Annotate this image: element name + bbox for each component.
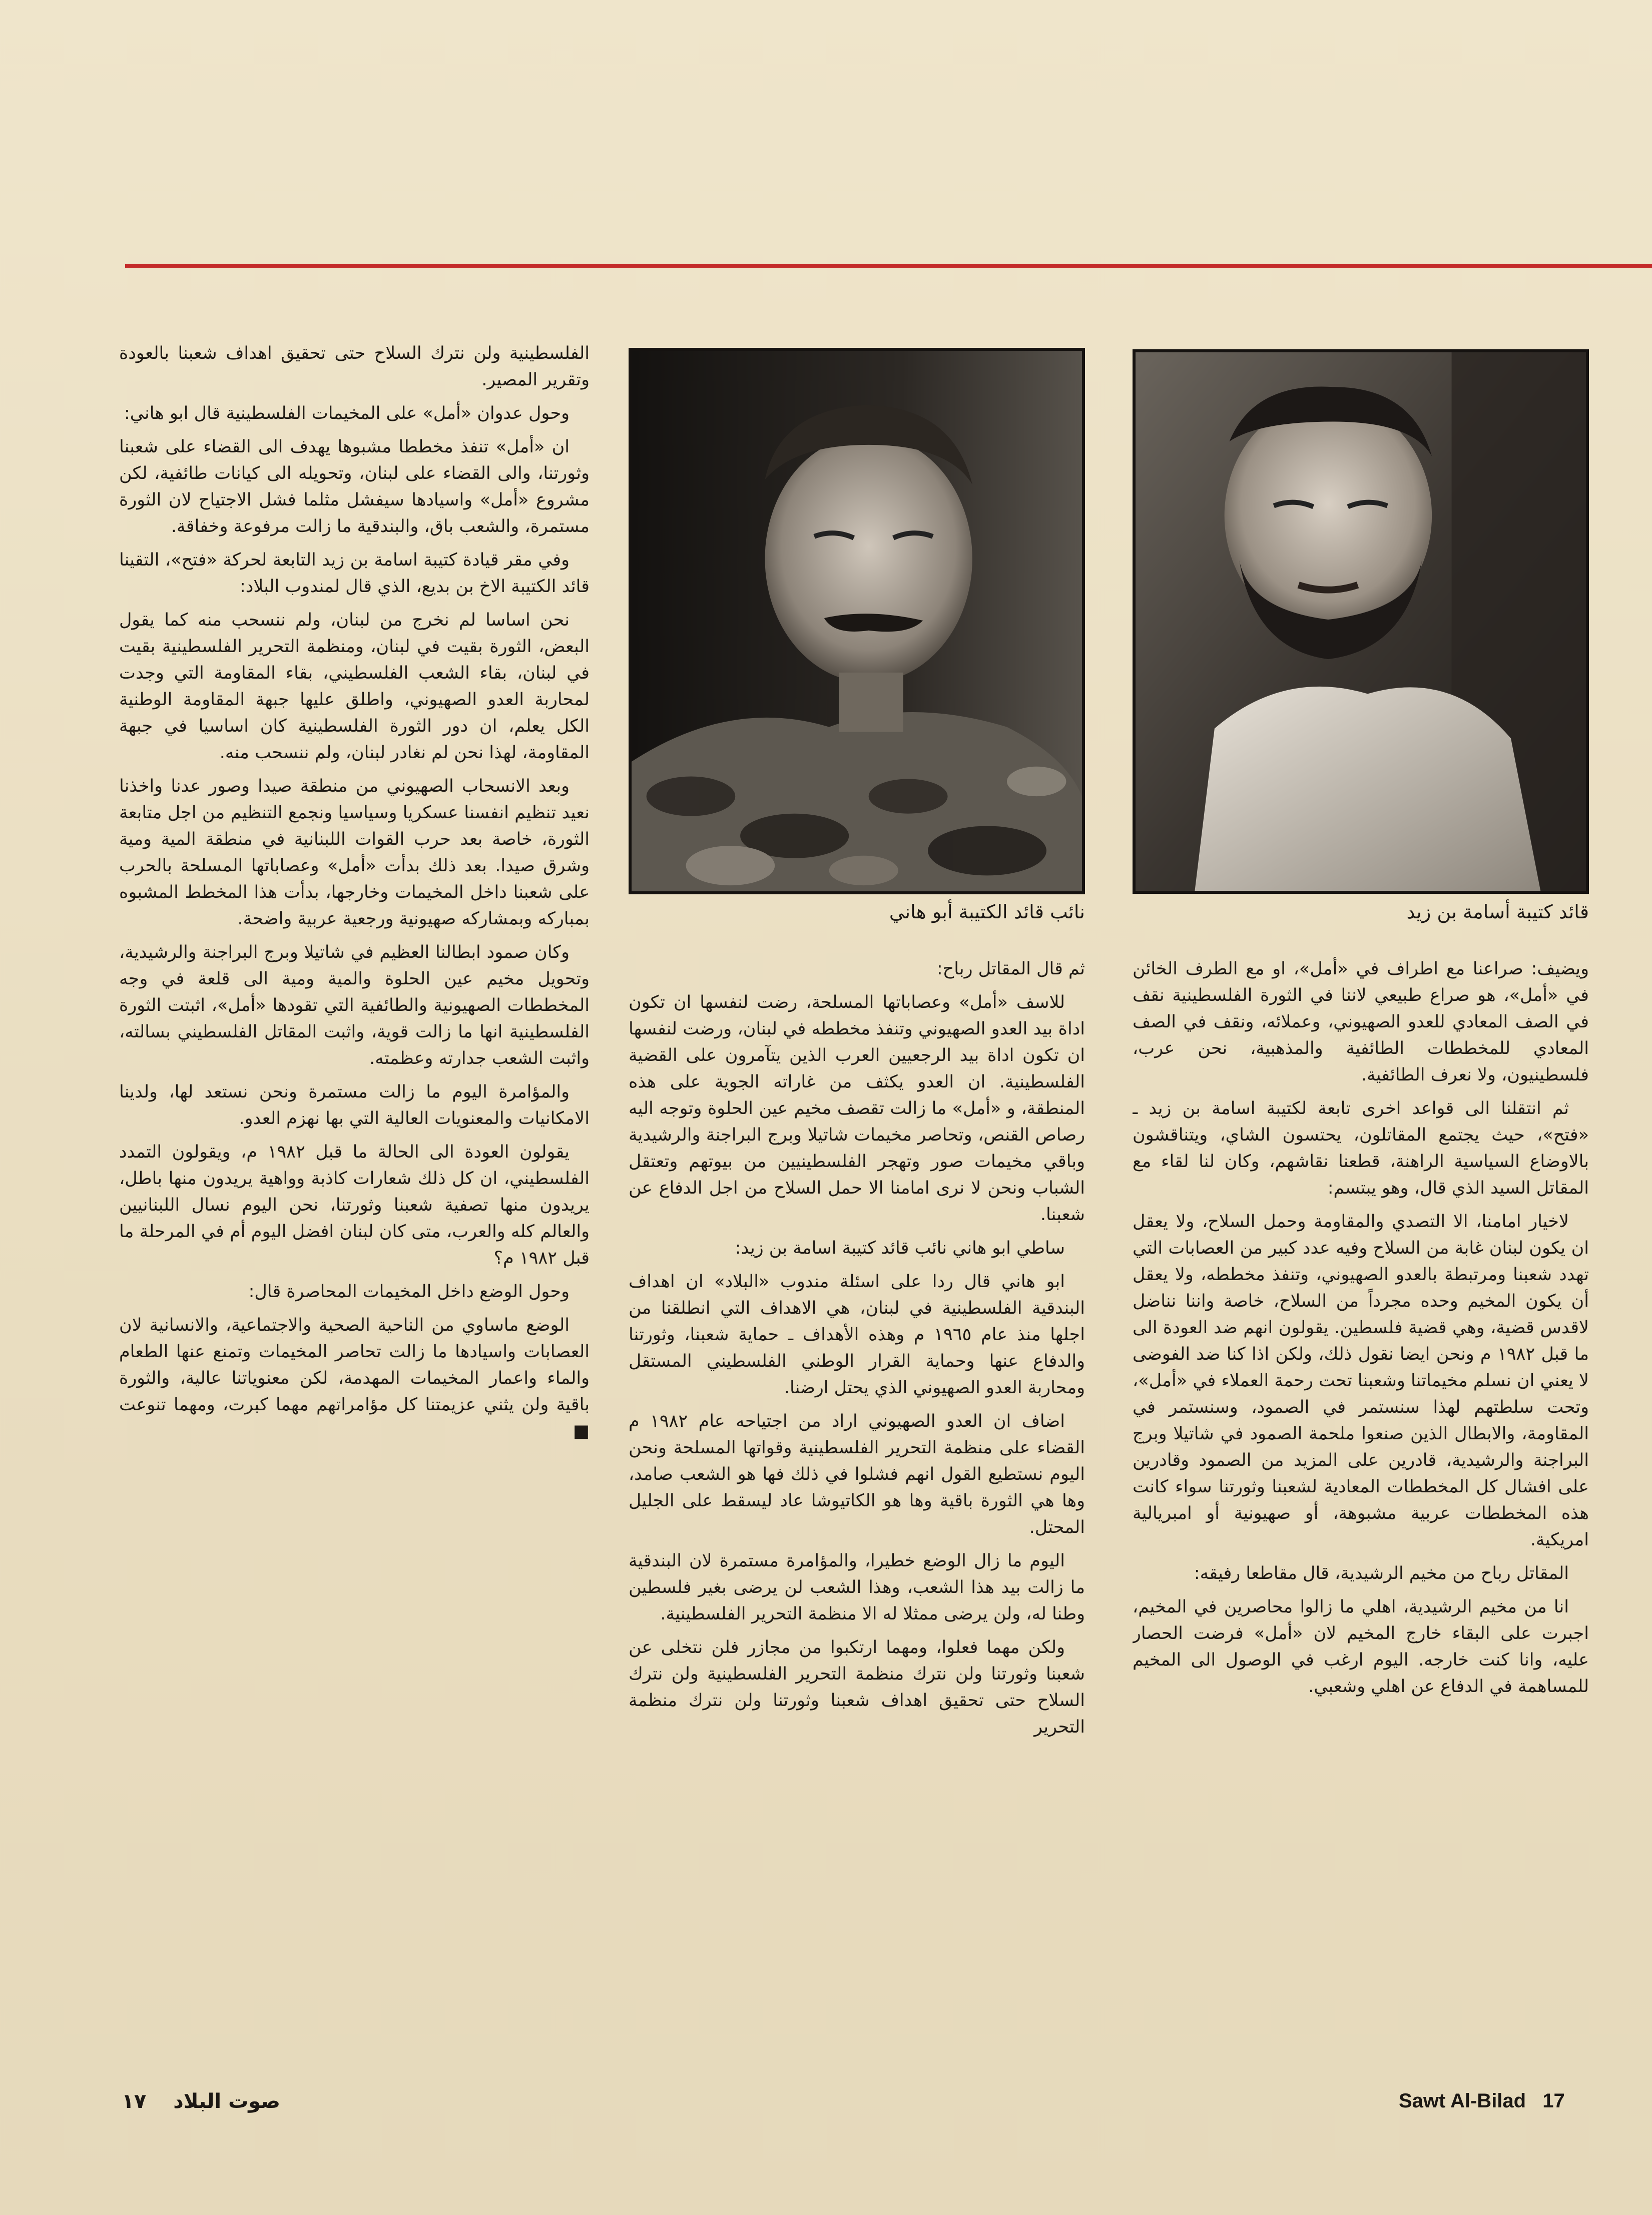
footer-magazine-name-arabic <box>115 2090 280 2113</box>
article-column-right <box>119 340 590 2077</box>
paragraph: وبعد الانسحاب الصهيوني من منطقة صيدا وصور عدنا واخذنا نعيد تنظيم انفسنا عسكريا وسياسيا ونجمع التنظيم من اجل متابعة الثورة، خاصة بعد حرب القوات اللبنانية في منطقة المية ومية وشرق صيدا. بعد ذلك بدأت «أمل» وعصاباتها المسلحة بالحرب على شعبنا داخل المخيمات وخارجها، بدأت هذا المخطط المشبوه بمباركه وبمشاركه صهيونية ورجعية عربية واضحة. <box>119 776 590 929</box>
footer-magazine-title-arabic: صوت البلاد <box>173 2090 280 2113</box>
paragraph: وكان صمود ابطالنا العظيم في شاتيلا وبرج البراجنة والرشيدية، وتحويل مخيم عين الحلوة والمية ومية الى قلعة في وجه المخططات الصهيونية والطائفية التي تقودها «أمل»، اثبتت الثورة الفلسطينية انها ما زالت قوية، واثبت المقاتل الفلسطيني بسالته، واثبت الشعب جدارته وعظمته. <box>119 942 590 1068</box>
paragraph: المقاتل رباح من مخيم الرشيدية، قال مقاطعا رفيقه: <box>1194 1563 1569 1583</box>
paragraph: ثم قال المقاتل رباح: <box>936 959 1085 979</box>
portrait-image <box>1136 352 1586 891</box>
paragraph: يقولون العودة الى الحالة ما قبل ١٩٨٢ م، ويقولون التمدد الفلسطيني، ان كل ذلك شعارات كاذبة وواهية يريدون منها باطل، يريدون منها تصفية شعبنا وثورتنا، نحن اليوم نسال اللبنانيين والعالم كله والعرب، متى كان لبنان افضل اليوم أم في المرحلة ما قبل ١٩٨٢ م؟ <box>119 1142 590 1268</box>
paragraph: للاسف «أمل» وعصاباتها المسلحة، رضت لنفسها ان تكون اداة بيد العدو الصهيوني وتنفذ مخططه في لبنان، ورضت لنفسها ان تكون اداة بيد الرجعيين العرب الذين يتآمرون على القضية الفلسطينية. ان العدو يكثف من غاراته الجوية على هذه المنطقة، و «أمل» ما زالت تقصف مخيم عين الحلوة وتوجه اليه رصاص القنص، وتحاصر مخيمات شاتيلا وبرج البراجنة والرشيدية وباقي مخيمات صور وتهجر الفلسطينيين من بيوتهم وتعتقل الشباب ونحن لا نرى امامنا الا حمل السلاح من اجل الدفاع عن شعبنا. <box>629 992 1085 1225</box>
article-column-middle <box>629 956 1085 2077</box>
footer-page-number-arabic: ١٧ <box>122 2090 147 2113</box>
portrait-image <box>632 351 1082 891</box>
paragraph: ولكن مهما فعلوا، ومهما ارتكبوا من مجازر فلن نتخلى عن شعبنا وثورتنا ولن نترك منظمة التحرير الفلسطينية ولن نترك السلاح حتى تحقيق اهداف شعبنا وثورتنا ولن نترك منظمة التحرير <box>629 1637 1085 1737</box>
paragraph: والمؤامرة اليوم ما زالت مستمرة ونحن نستعد لها، ولدينا الامكانيات والمعنويات العالية التي بها نهزم العدو. <box>119 1082 590 1129</box>
paragraph: ويضيف: صراعنا مع اطراف في «أمل»، او مع الطرف الخائن في «أمل»، هو صراع طبيعي لاننا في الثورة الفلسطينية نقف في الصف المعادي للعدو الصهيوني، وعملائه، ونقف في الصف المعادي للمخططات الطائفية والمذهبية، نحن عرب، فلسطينيون، ولا نعرف الطائفية. <box>1133 959 1589 1085</box>
paragraph: ثم انتقلنا الى قواعد اخرى تابعة لكتيبة اسامة بن زيد ـ «فتح»، حيث يجتمع المقاتلون، يحتسون الشاي، ويتناقشون بالاوضاع السياسية الراهنة، قطعنا نقاشهم، وكان لنا لقاء مع المقاتل السيد الذي قال، وهو يبتسم: <box>1133 1098 1589 1198</box>
paragraph: ابو هاني قال ردا على اسئلة مندوب «البلاد» ان اهداف البندقية الفلسطينية في لبنان، هي الاهداف التي انطلقنا من اجلها منذ عام ١٩٦٥ م وهذه الأهداف ـ حماية شعبنا، وثورتنا والدفاع عنها وحماية القرار الوطني الفلسطيني المستقل ومحاربة العدو الصهيوني الذي يحتل ارضنا. <box>629 1272 1085 1398</box>
paragraph: انا من مخيم الرشيدية، اهلي ما زالوا محاصرين في المخيم، اجبرت على البقاء خارج المخيم لان «أمل» فرضت الحصار عليه، وانا كنت خارجه. اليوم ارغب في الوصول الى المخيم للمساهمة في الدفاع عن اهلي وشعبي. <box>1133 1597 1589 1697</box>
photo-caption-commander: قائد كتيبة أسامة بن زيد <box>1406 901 1589 923</box>
paragraph: ساطي ابو هاني نائب قائد كتيبة اسامة بن زيد: <box>735 1238 1065 1258</box>
paragraph: الوضع ماساوي من الناحية الصحية والاجتماعية، والانسانية لان العصابات واسيادها ما زالت تحاصر المخيمات وتمنع عنها الطعام والماء واعمار المخيمات المهدمة، لكن معنوياتنا عالية، والثورة باقية ولن يثني عزيمتنا كل مؤامراتهم مهما كبرت، ومهما تنوعت ■ <box>119 1315 590 1441</box>
paragraph: ان «أمل» تنفذ مخططا مشبوها يهدف الى القضاء على شعبنا وثورتنا، والى القضاء على لبنان، وتحويله الى كيانات طائفية، لكن مشروع «أمل» واسيادها سيفشل مثلما فشل الاجتياح لان الثورة مستمرة، والشعب باق، والبندقية ما زالت مرفوعة وخفاقة. <box>119 437 590 536</box>
footer-page-number: 17 <box>1542 2090 1565 2112</box>
photo-caption-deputy: نائب قائد الكتيبة أبو هاني <box>889 901 1085 923</box>
paragraph: الفلسطينية ولن نترك السلاح حتى تحقيق اهداف شعبنا بالعودة وتقرير المصير. <box>119 343 590 390</box>
photo-deputy-commander <box>629 348 1085 894</box>
footer-magazine-title: Sawt Al-Bilad <box>1399 2090 1526 2112</box>
paragraph: وفي مقر قيادة كتيبة اسامة بن زيد التابعة لحركة «فتح»، التقينا قائد الكتيبة الاخ بن بديع، الذي قال لمندوب البلاد: <box>119 550 590 597</box>
red-header-rule <box>125 264 1652 268</box>
paragraph: اليوم ما زال الوضع خطيرا، والمؤامرة مستمرة لان البندقية ما زالت بيد هذا الشعب، وهذا الشعب لن يرضى بغير فلسطين وطنا له، ولن يرضى ممثلا له الا منظمة التحرير الفلسطينية. <box>629 1551 1085 1624</box>
paragraph: وحول الوضع داخل المخيمات المحاصرة قال: <box>248 1282 570 1302</box>
photo-battalion-commander <box>1133 349 1589 894</box>
paragraph: نحن اساسا لم نخرج من لبنان، ولم ننسحب منه كما يقول البعض، الثورة بقيت في لبنان، ومنظمة التحرير الفلسطينية بقيت في لبنان، بقاء الشعب الفلسطيني، بقاء المقاومة التي وجدت لمحاربة العدو الصهيوني، واطلق عليها جبهة المقاومة الوطنية الكل يعلم، ان دور الثورة الفلسطينية كان اساسيا في جبهة المقاومة، لهذا نحن لم نغادر لبنان، ولم ننسحب منه. <box>119 610 590 763</box>
article-column-left <box>1133 956 1589 2077</box>
footer-magazine-name <box>1399 2090 1565 2112</box>
paragraph: اضاف ان العدو الصهيوني اراد من اجتياحه عام ١٩٨٢ م القضاء على منظمة التحرير الفلسطينية وقواتها المسلحة ونحن اليوم نستطيع القول انهم فشلوا في ذلك فها هو الشعب صامد، وها هي الثورة باقية وها هو الكاتيوشا عاد ليسقط على الجليل المحتل. <box>629 1411 1085 1537</box>
paragraph: لاخيار امامنا، الا التصدي والمقاومة وحمل السلاح، ولا يعقل ان يكون لبنان غابة من السلاح وفيه عدد كبير من العصابات التي تهدد شعبنا ومرتبطة بالعدو الصهيوني، وتنفذ مخططه، ولا يعقل أن يكون المخيم وحده مجرداً من السلاح، خاصة واننا نناضل لاقدس قضية، وهي قضية فلسطين. يقولون انهم ضد العودة الى ما قبل ١٩٨٢ م ونحن ايضا نقول ذلك، ولكن اذا كنا ضد الفوضى لا يعني ان نسلم مخيماتنا وشعبنا تحت رحمة العملاء في «أمل»، وتحت سلطتهم لهذا سنستمر في الصمود، وسنستمر في المقاومة، والابطال الذين صنعوا ملحمة الصمود في شاتيلا وبرج البراجنة والرشيدية، قادرين على المزيد من الصمود وقادرين على افشال كل المخططات المعادية لشعبنا وثورتنا سواء كانت هذه المخططات عربية مشبوهة، أو صهيونية أو امبريالية امريكية. <box>1133 1212 1589 1550</box>
paragraph: وحول عدوان «أمل» على المخيمات الفلسطينية قال ابو هاني: <box>124 403 570 423</box>
